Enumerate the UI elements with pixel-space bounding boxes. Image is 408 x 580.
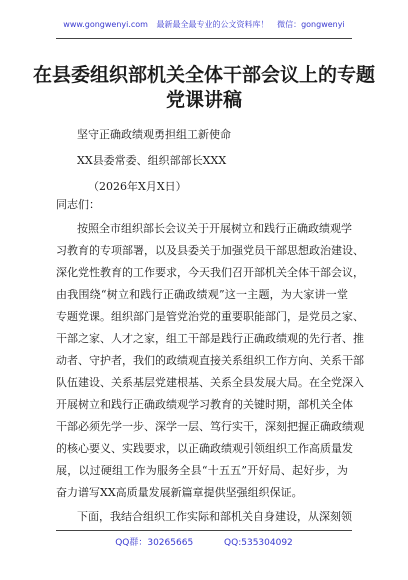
body-line: 专题党课。组织部门是管党治党的重要职能部门，是党员之家、 xyxy=(56,310,364,323)
body-line: 奋力谱写XX高质量发展新篇章提供坚强组织保证。 xyxy=(56,486,303,499)
body-line: 习教育的专项部署，以及县委关于加强党员干部思想政治建设、 xyxy=(56,244,364,257)
body-line: 干部之家、人才之家，组工干部是践行正确政绩观的先行者、推 xyxy=(56,332,364,345)
body-line: 的核心要义、实践要求，以正确政绩观引领组织工作高质量发 xyxy=(56,442,353,455)
body-line: 按照全市组织部长会议关于开展树立和践行正确政绩观学 xyxy=(77,222,352,235)
speech-date: （2026年X月X日） xyxy=(88,180,187,193)
speech-subtitle: 坚守正确政绩观勇担组工新使命 xyxy=(77,128,231,141)
body-line: 展，以过硬组工作为服务全县“十五五”开好局、起好步，为 xyxy=(56,464,348,477)
document-title-line-2: 党课讲稿 xyxy=(165,89,242,111)
footer-divider xyxy=(56,530,352,531)
body-line: 开展树立和践行正确政绩观学习教育的关键时期，部机关全体 xyxy=(56,398,353,411)
footer-qq-group: QQ群：30265665 xyxy=(115,538,194,548)
greeting: 同志们： xyxy=(56,198,100,211)
footer-qq: QQ:535304092 xyxy=(224,538,293,548)
body-line: 深化党性教育的工作要求，今天我们召开部机关全体干部会议， xyxy=(56,266,364,279)
page-header xyxy=(0,0,408,40)
body-line: 下面，我结合组织工作实际和部机关自身建设，从深刻领 xyxy=(77,510,352,523)
speaker-line: XX县委常委、组织部部长XXX xyxy=(77,154,227,167)
document-title-line-1: 在县委组织部机关全体干部会议上的专题 xyxy=(32,64,375,86)
header-divider xyxy=(56,38,352,39)
body-line: 由我围绕“树立和践行正确政绩观”这一主题，为大家讲一堂 xyxy=(56,288,348,301)
header-banner xyxy=(0,19,408,30)
body-line: 队伍建设、关系基层党建根基、关系全县发展大局。在全党深入 xyxy=(56,376,364,389)
body-line: 干部必须先学一步、深学一层、笃行实干，深刻把握正确政绩观 xyxy=(56,420,364,433)
header-site-link[interactable]: www.gongwenyi.com xyxy=(63,20,148,29)
header-wechat: 微信：gongwenyi xyxy=(277,20,345,29)
page-footer xyxy=(0,535,408,548)
body-line: 动者、守护者，我们的政绩观直接关系组织工作方向、关系干部 xyxy=(56,354,364,367)
header-slogan: 最新最全最专业的公文资料库！ xyxy=(156,20,269,29)
